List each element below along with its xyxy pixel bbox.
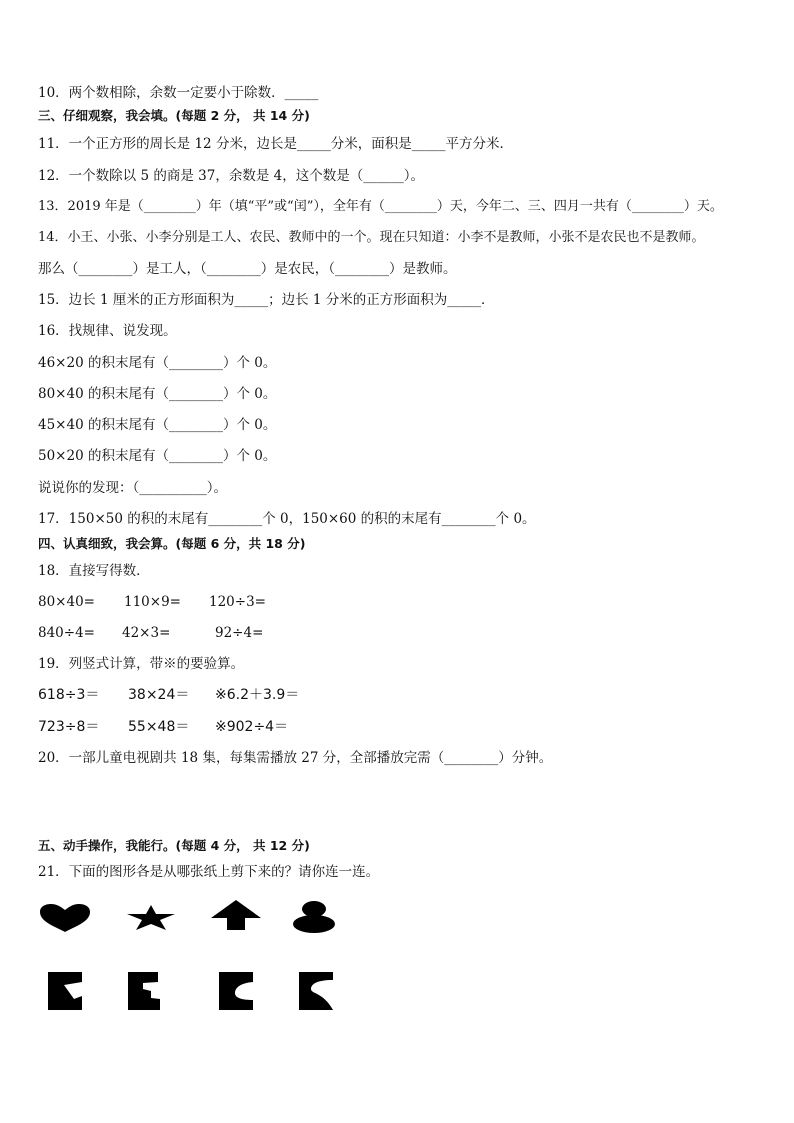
calc-item: ※6.2＋3.9＝ bbox=[215, 687, 300, 703]
question-16: 16．找规律、说发现。 bbox=[38, 323, 177, 339]
calc-item: 80×40= bbox=[38, 594, 95, 610]
question-10: 10．两个数相除，余数一定要小于除数．_____ bbox=[38, 85, 319, 101]
calc-item: 55×48＝ bbox=[128, 719, 190, 735]
question-17: 17．150×50 的积的末尾有________个 0，150×60 的积的末尾有________个 0。 bbox=[38, 511, 536, 527]
calc-item: 110×9= bbox=[124, 594, 181, 610]
question-11: 11．一个正方形的周长是 12 分米，边长是_____分米，面积是_____平方分米． bbox=[38, 136, 513, 152]
question-16-a: 46×20 的积末尾有（________）个 0。 bbox=[38, 355, 277, 371]
question-18: 18．直接写得数． bbox=[38, 563, 150, 579]
calc-item: 42×3= bbox=[122, 625, 171, 641]
heart-shape-icon bbox=[38, 903, 92, 933]
question-15: 15．边长 1 厘米的正方形面积为_____；边长 1 分米的正方形面积为_____． bbox=[38, 292, 495, 308]
section-5-heading: 五、动手操作，我能行。(每题 4 分， 共 12 分) bbox=[38, 838, 310, 853]
question-19: 19．列竖式计算，带※的要验算。 bbox=[38, 656, 245, 672]
question-16-b: 80×40 的积末尾有（________）个 0。 bbox=[38, 386, 277, 402]
question-13: 13．2019 年是（________）年（填“平”或“闰”），全年有（________）天，今年二、三、四月一共有（________）天。 bbox=[38, 199, 723, 214]
arrow-up-shape-icon bbox=[209, 899, 263, 931]
section-3-heading: 三、仔细观察，我会填。(每题 2 分， 共 14 分) bbox=[38, 108, 310, 123]
question-16-c: 45×40 的积末尾有（________）个 0。 bbox=[38, 417, 277, 433]
question-16-d: 50×20 的积末尾有（________）个 0。 bbox=[38, 448, 277, 464]
calc-item: 120÷3= bbox=[209, 594, 266, 610]
calc-item: 723÷8＝ bbox=[38, 719, 100, 735]
star-shape-icon bbox=[126, 905, 176, 931]
question-16-e: 说说你的发现：（__________）。 bbox=[38, 480, 227, 496]
question-14-line-1: 14．小王、小张、小李分别是工人、农民、教师中的一个。现在只知道：小李不是教师，小张不是农民也不是教师。 bbox=[38, 230, 705, 245]
section-4-heading: 四、认真细致，我会算。(每题 6 分，共 18 分) bbox=[38, 536, 306, 551]
gourd-shape-icon bbox=[292, 900, 336, 934]
calc-item: 92÷4= bbox=[215, 625, 264, 641]
calc-item: 840÷4= bbox=[38, 625, 95, 641]
calc-item: ※902÷4＝ bbox=[215, 719, 289, 735]
calc-item: 38×24＝ bbox=[128, 687, 190, 703]
cut-paper-1-icon bbox=[48, 972, 84, 1010]
question-21: 21．下面的图形各是从哪张纸上剪下来的？请你连一连。 bbox=[38, 864, 380, 880]
question-20: 20．一部儿童电视剧共 18 集，每集需播放 27 分，全部播放完需（________）分钟。 bbox=[38, 750, 553, 766]
question-12: 12．一个数除以 5 的商是 37，余数是 4，这个数是（______）。 bbox=[38, 168, 424, 184]
cut-paper-2-icon bbox=[128, 972, 162, 1010]
question-14-line-2: 那么（________）是工人，（________）是农民，（________）是教师。 bbox=[38, 261, 457, 277]
cut-paper-4-icon bbox=[299, 972, 335, 1010]
calc-item: 618÷3＝ bbox=[38, 687, 100, 703]
cut-paper-3-icon bbox=[219, 972, 255, 1010]
